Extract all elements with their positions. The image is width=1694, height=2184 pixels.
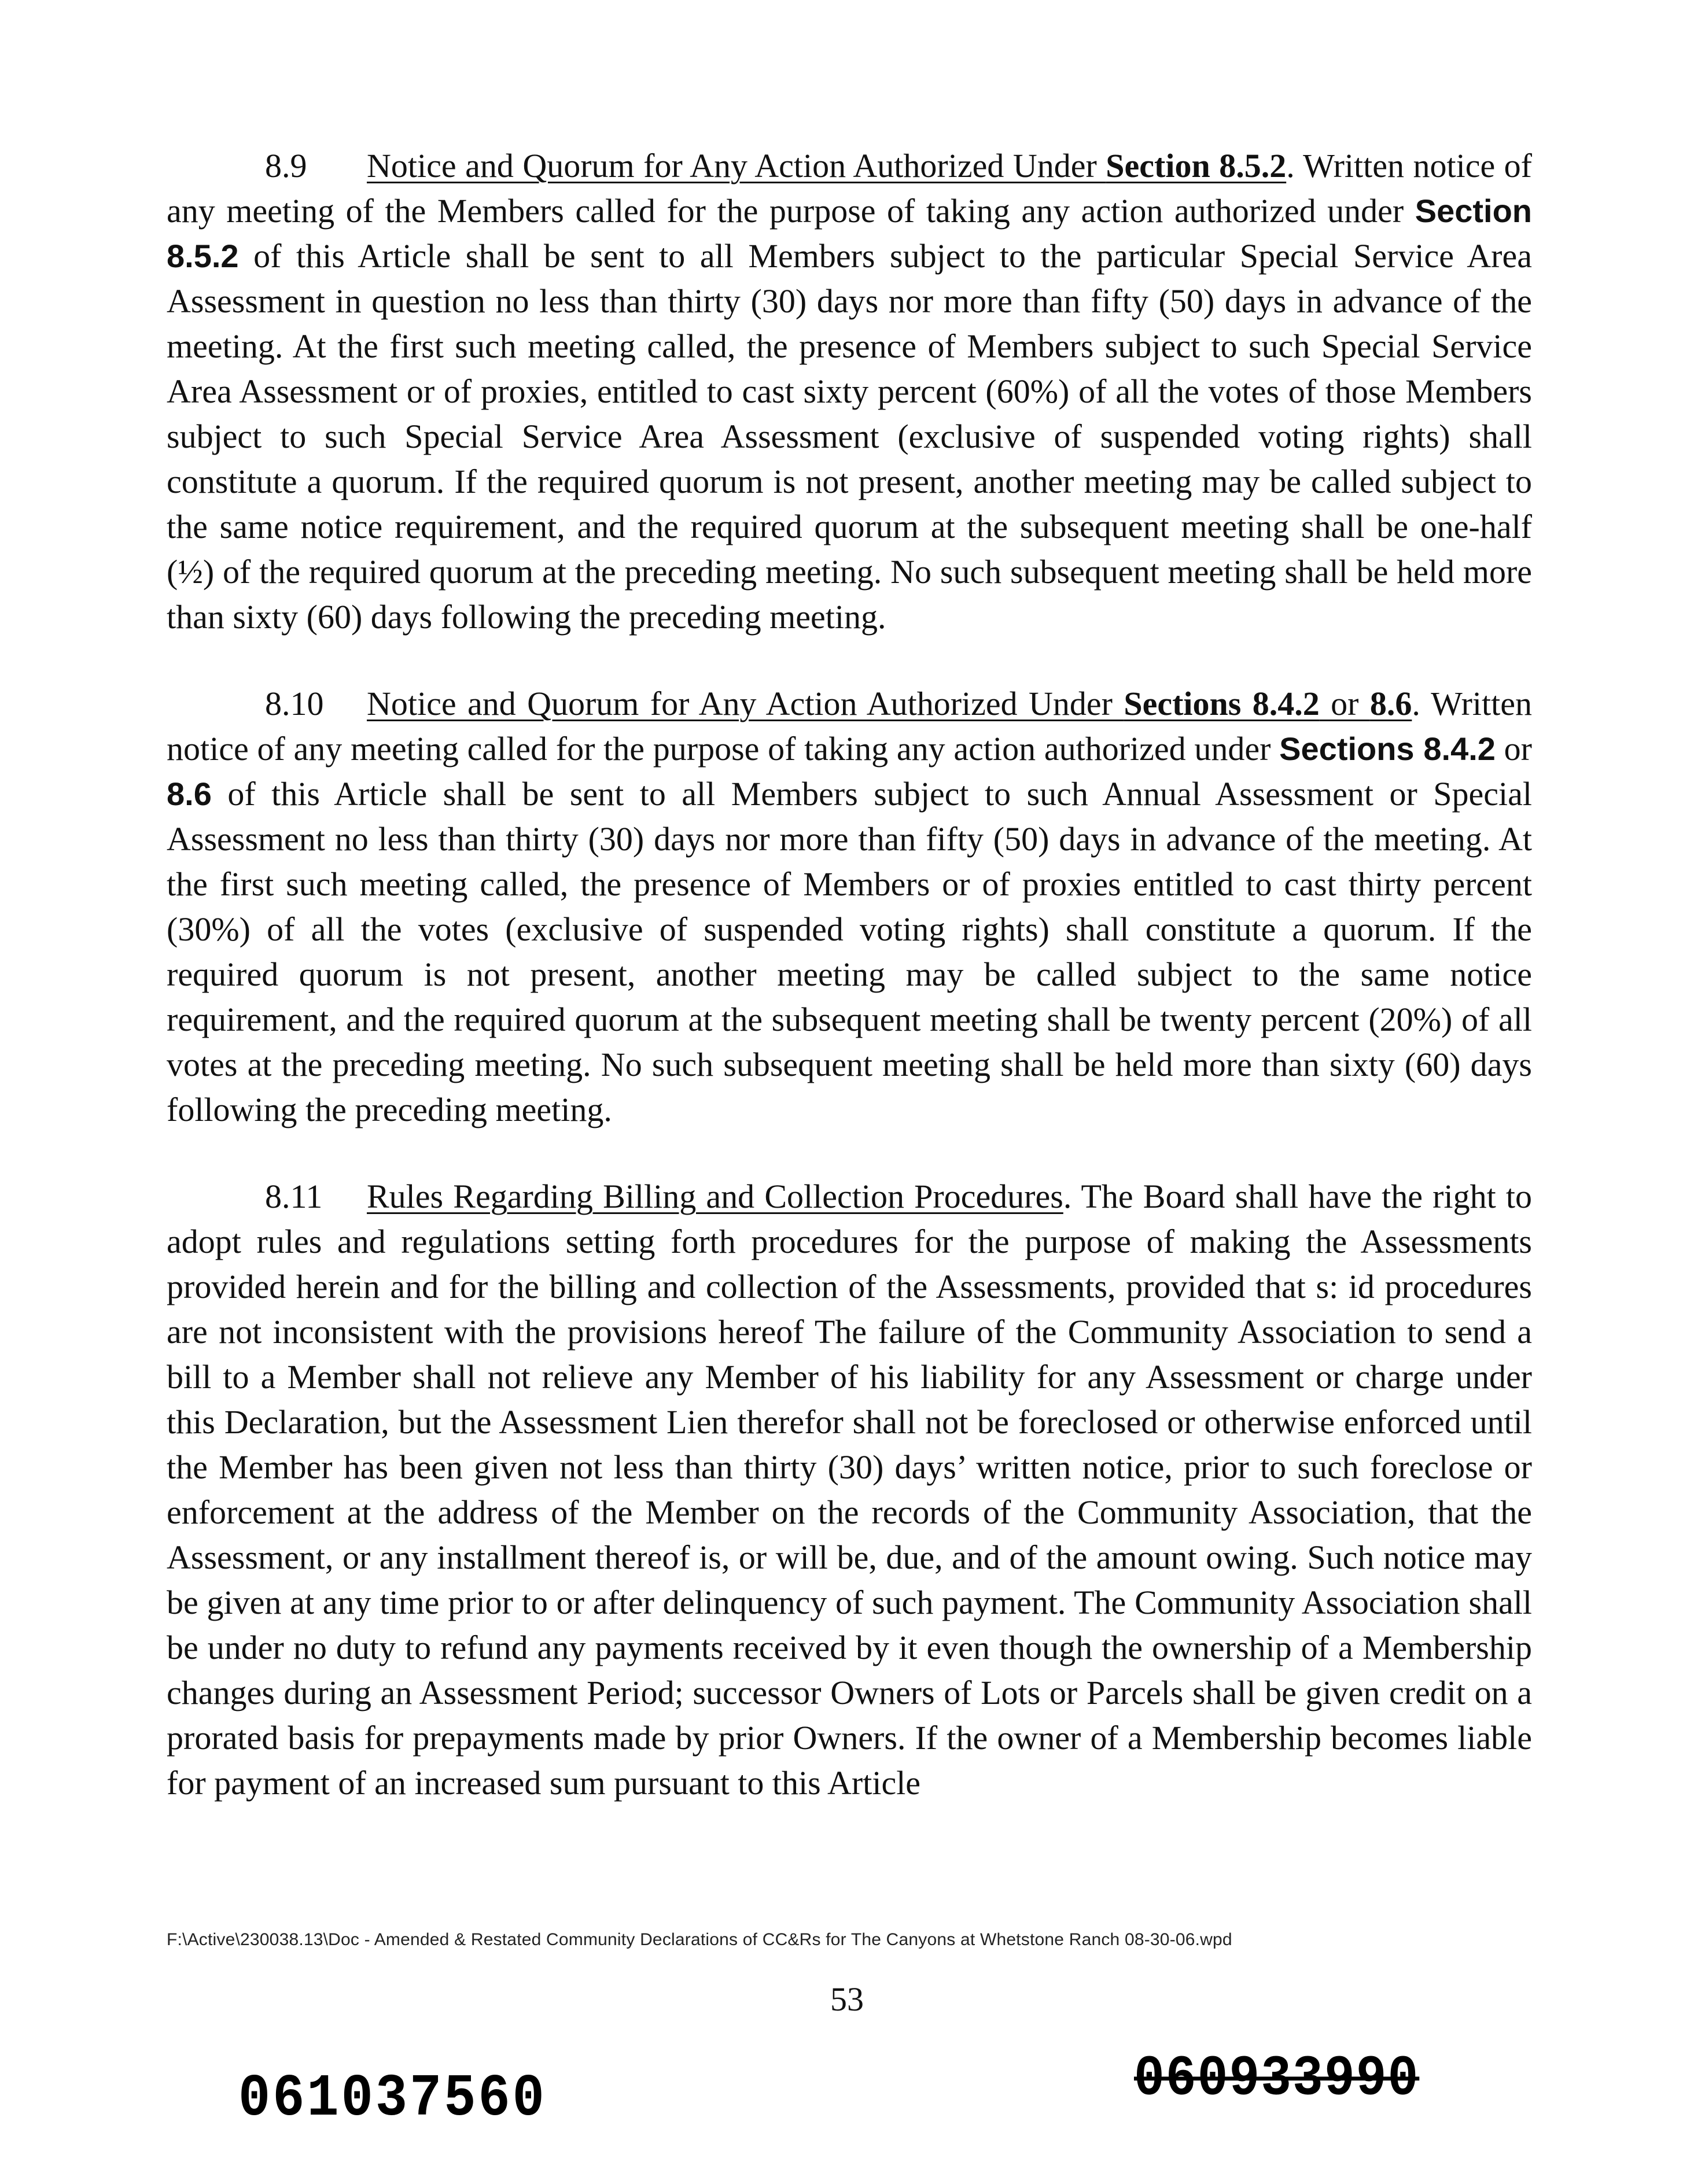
section-8-10: 8.10 Notice and Quorum for Any Action Authorized Under Sections 8.4.2 or 8.6. Written notice of any meeting called for the purpose of taking any action authorized under Sections 8.4.2 or 8.6 of this Article shall be sent to all Members subject to such Annual Assessment or Special Assessment no less than thirty (30) days nor more than fifty (50) days in advance of the meeting. At the first such meeting called, the presence of Members or of proxies entitled to cast thirty percent (30%) of all the votes (exclusive of suspended voting rights) shall constitute a quorum. If the required quorum is not present, another meeting may be called subject to the same notice requirement, and the required quorum at the subsequent meeting shall be twenty percent (20%) of all votes at the preceding meeting. No such subsequent meeting shall be held more than sixty (60) days following the preceding meeting. [167,681,1532,1132]
section-reference: 8.6 [167,776,212,812]
struck-stamp-number: 060933990 [1134,2048,1420,2112]
section-number: 8.11 [265,1178,323,1215]
recording-stamp-number: 061037560 [238,2065,547,2133]
section-title: Notice and Quorum for Any Action Authorized Under Sections 8.4.2 or 8.6 [367,685,1412,722]
section-text: of this Article shall be sent to all Members subject to such Annual Assessment or Special Assessment no less than thirty (30) days nor more than fifty (50) days in advance of the meeting. At the first such meeting called, the presence of Members or of proxies entitled to cast thirty percent (30%) of all the votes (exclusive of suspended voting rights) shall constitute a quorum. If the required quorum is not present, another meeting may be called subject to the same notice requirement, and the required quorum at the subsequent meeting shall be twenty percent (20%) of all votes at the preceding meeting. No such subsequent meeting shall be held more than sixty (60) days following the preceding meeting. [167,775,1532,1128]
footer-file-path: F:\Active\230038.13\Doc - Amended & Restated Community Declarations of CC&Rs for The Canyons at Whetstone Ranch 08-30-06.wpd [167,1930,1232,1949]
section-title: Rules Regarding Billing and Collection Procedures [367,1178,1063,1215]
page-number: 53 [830,1980,864,2018]
section-text: . The Board shall have the right to adopt rules and regulations setting forth procedures for the purpose of making the Assessments provided herein and for the billing and collection of the Assessments, provided that s: id procedures are not inconsistent with the provisions hereof The failure of the Community Association to send a bill to a Member shall not relieve any Member of his liability for any Assessment or charge under this Declaration, but the Assessment Lien therefor shall not be foreclosed or otherwise enforced until the Member has been given not less than thirty (30) days’ written notice, prior to such foreclose or enforcement at the address of the Member on the records of the Community Association, that the Assessment, or any installment thereof is, or will be, due, and of the amount owing. Such notice may be given at any time prior to or after delinquency of such payment. The Community Association shall be under no duty to refund any payments received by it even though the ownership of a Membership changes during an Assessment Period; successor Owners of Lots or Parcels shall be given credit on a prorated basis for prepayments made by prior Owners. If the owner of a Membership becomes liable for payment of an increased sum pursuant to this Article [167,1178,1532,1802]
document-body [167,143,1532,1847]
section-reference: Section 8.5.2 [1106,147,1287,185]
section-text: of this Article shall be sent to all Members subject to the particular Special Service Area Assessment in question no less than thirty (30) days nor more than fifty (50) days in advance of the meeting. At the first such meeting called, the presence of Members subject to such Special Service Area Assessment or of proxies, entitled to cast sixty percent (60%) of all the votes of those Members subject to such Special Service Area Assessment (exclusive of suspended voting rights) shall constitute a quorum. If the required quorum is not present, another meeting may be called subject to the same notice requirement, and the required quorum at the subsequent meeting shall be one-half (½) of the required quorum at the preceding meeting. No such subsequent meeting shall be held more than sixty (60) days following the preceding meeting. [167,237,1532,636]
section-text: . Written notice of any meeting of the Members called for the purpose of taking any action authorized under [167,147,1532,230]
section-reference: Sections 8.4.2 [1124,685,1320,722]
section-number: 8.10 [265,685,324,722]
section-reference: Section 8.5.2 [167,193,1532,274]
section-number: 8.9 [265,147,307,185]
section-text: . Written notice of any meeting called for the purpose of taking any action authorized under [167,685,1532,768]
section-8-11 [167,1174,1532,1806]
section-8-9 [167,143,1532,640]
section-title: Notice and Quorum for Any Action Authorized Under Section 8.5.2 [367,147,1287,185]
section-reference: 8.6 [1369,685,1412,722]
section-reference: Sections 8.4.2 [1279,731,1496,767]
